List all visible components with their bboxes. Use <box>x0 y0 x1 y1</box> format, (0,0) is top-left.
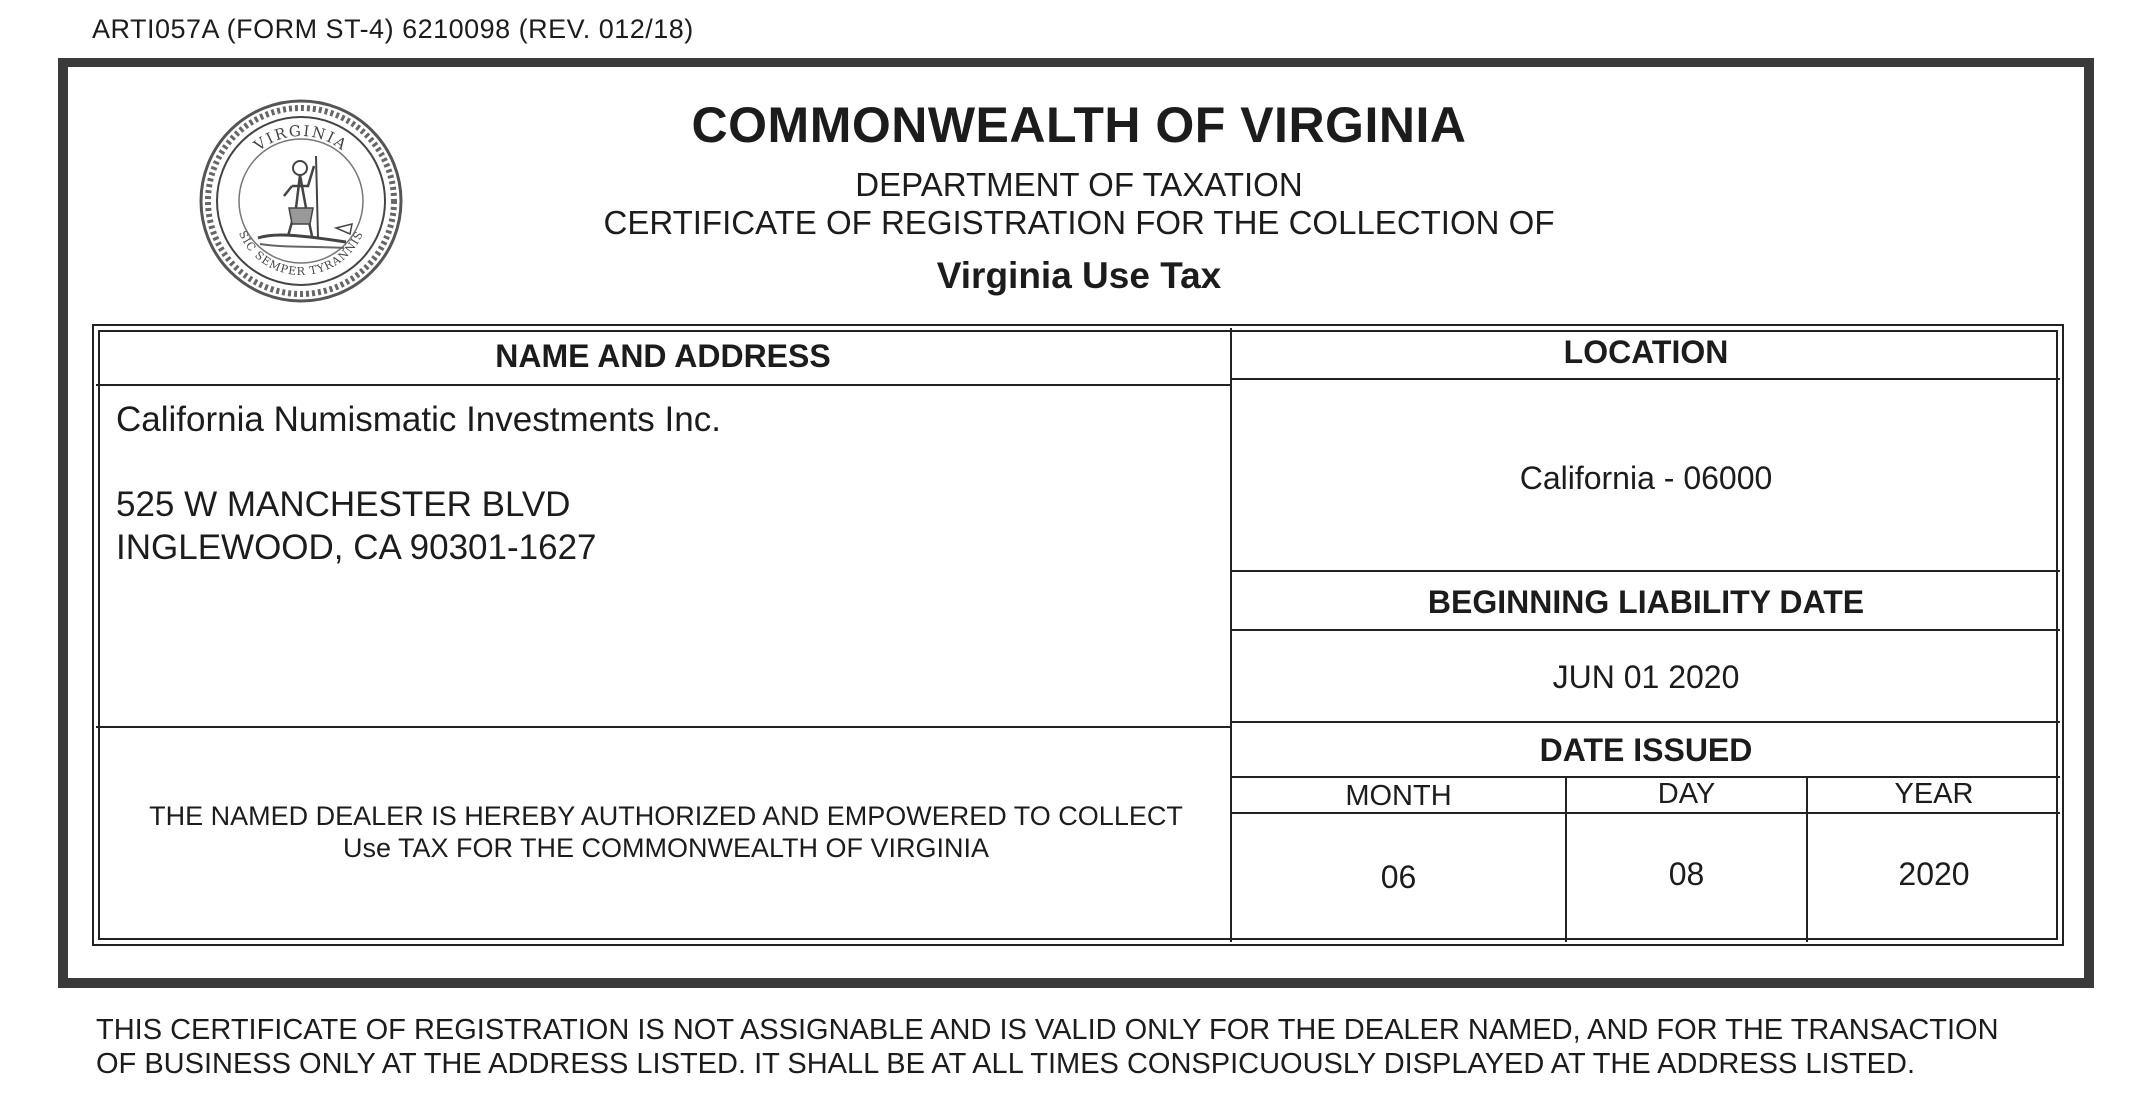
location-value: California - 06000 <box>1519 460 1773 496</box>
date-issued-header: DATE ISSUED <box>1539 732 1753 768</box>
form-code: ARTI057A (FORM ST-4) 6210098 (REV. 012/18) <box>92 14 694 44</box>
liability-header-divider <box>1232 629 2060 631</box>
dealer-street: 525 W MANCHESTER BLVD <box>116 485 571 524</box>
month-label: MONTH <box>1345 780 1452 812</box>
tax-name: Virginia Use Tax <box>936 255 1222 296</box>
seal-top-text: VIRGINIA <box>250 121 352 155</box>
location-header: LOCATION <box>1563 334 1729 370</box>
authorization-text <box>96 800 1236 864</box>
day-value: 08 <box>1668 856 1705 892</box>
liability-bottom-divider <box>1232 721 2060 723</box>
dealer-name: California Numismatic Investments Inc. <box>116 400 721 439</box>
footer-line-1: THIS CERTIFICATE OF REGISTRATION IS NOT ASSIGNABLE AND IS VALID ONLY FOR THE DEALER NAMED, AND FOR THE TRANSACTION <box>96 1014 1999 1046</box>
beginning-liability-header: BEGINNING LIABILITY DATE <box>1427 584 1865 620</box>
header-row-divider-right <box>1232 378 2060 380</box>
month-value: 06 <box>1380 859 1417 895</box>
department-name: DEPARTMENT OF TAXATION <box>855 166 1303 203</box>
location-bottom-divider <box>1232 570 2060 572</box>
certificate-description: CERTIFICATE OF REGISTRATION FOR THE COLLECTION OF <box>603 204 1555 241</box>
left-section-divider <box>96 726 1230 728</box>
year-label: YEAR <box>1894 778 1974 810</box>
page-title: COMMONWEALTH OF VIRGINIA <box>691 97 1467 153</box>
authorization-line-1: THE NAMED DEALER IS HEREBY AUTHORIZED AND EMPOWERED TO COLLECT <box>149 801 1183 831</box>
footer-line-2: OF BUSINESS ONLY AT THE ADDRESS LISTED. IT SHALL BE AT ALL TIMES CONSPICUOUSLY DISPLAYED AT THE ADDRESS LISTED. <box>96 1048 1916 1080</box>
header-row-divider-left <box>96 384 1230 386</box>
year-value: 2020 <box>1898 856 1970 892</box>
day-label: DAY <box>1657 778 1716 810</box>
authorization-line-2: Use TAX FOR THE COMMONWEALTH OF VIRGINIA <box>342 833 990 863</box>
footer-notice <box>96 1013 2106 1081</box>
beginning-liability-value: JUN 01 2020 <box>1552 659 1740 695</box>
name-address-header: NAME AND ADDRESS <box>495 338 831 374</box>
dealer-city-state-zip: INGLEWOOD, CA 90301-1627 <box>116 528 597 567</box>
seal-bottom-text: SIC SEMPER TYRANNIS <box>236 228 366 279</box>
